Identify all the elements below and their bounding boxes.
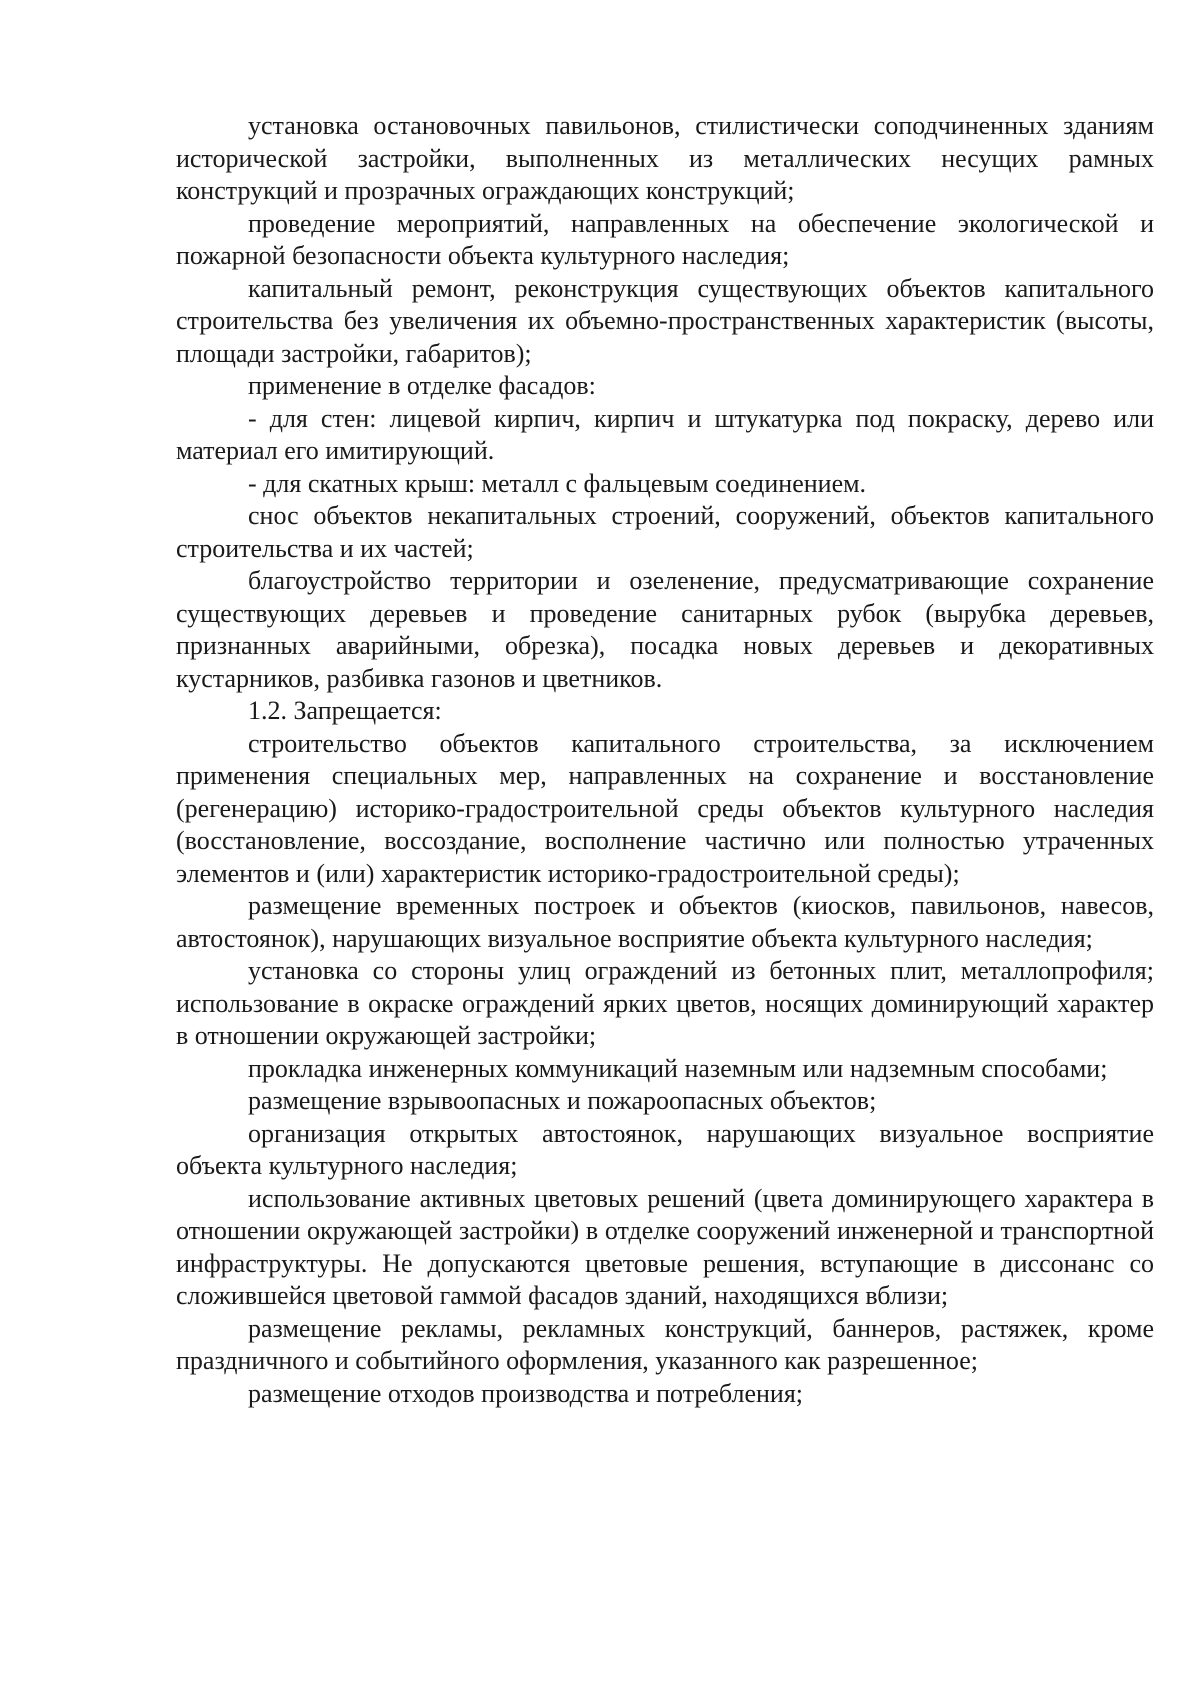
paragraph-waste: размещение отходов производства и потребления; (248, 1378, 804, 1408)
paragraph-capital-repair: капитальный ремонт, реконструкция существующих объектов капитального строительства без увеличения их объемно-пространственных характеристик (высоты, площади застройки, габаритов); (176, 273, 1154, 368)
paragraph-bus-pavilions: установка остановочных павильонов, стилистически соподчиненных зданиям исторической застройки, выполненных из металлических несущих рамных конструкций и прозрачных ограждающих конструкций; (176, 111, 1154, 205)
paragraph-fences: установка со стороны улиц ограждений из бетонных плит, металлопрофиля; использование в окраске ограждений ярких цветов, носящих доминирующий характер в отношении окружающей застройки; (176, 956, 1154, 1050)
section-heading-prohibited: 1.2. Запрещается: (248, 696, 442, 725)
paragraph-demolition: снос объектов некапитальных строений, сооружений, объектов капитального строительства и их частей; (176, 501, 1154, 563)
paragraph-utilities: прокладка инженерных коммуникаций наземным или надземным способами; (248, 1053, 1108, 1083)
paragraph-construction-ban: строительство объектов капитального строительства, за исключением применения специальных мер, направленных на сохранение и восстановление (регенерацию) историко-градостроительной среды объектов культурного наследия (восстановление, воссоздание, восполнение частично или полностью утраченных элементов и (или) характеристик историко-градостроительной среды); (176, 728, 1154, 888)
paragraph-landscaping: благоустройство территории и озеленение, предусматривающие сохранение существующих деревьев и проведение санитарных рубок (вырубка деревьев, признанных аварийными, обрезка), посадка новых деревьев и декоративных кустарников, разбивка газонов и цветников. (176, 566, 1154, 693)
paragraph-temporary-buildings: размещение временных построек и объектов (киосков, павильонов, навесов, автостоянок), нарушающих визуальное восприятие объекта культурного наследия; (176, 891, 1154, 953)
paragraph-safety-measures: проведение мероприятий, направленных на обеспечение экологической и пожарной безопасности объекта культурного наследия; (176, 208, 1154, 270)
paragraph-open-parking: организация открытых автостоянок, нарушающих визуальное восприятие объекта культурного наследия; (176, 1118, 1154, 1180)
paragraph-walls: - для стен: лицевой кирпич, кирпич и штукатурка под покраску, дерево или материал его имитирующий. (176, 403, 1154, 465)
document-page (176, 110, 1154, 1410)
paragraph-color-solutions: использование активных цветовых решений (цвета доминирующего характера в отношении окружающей застройки) в отделке сооружений инженерной и транспортной инфраструктуры. Не допускаются цветовые решения, вступающие в диссонанс со сложившейся цветовой гаммой фасадов зданий, находящихся вблизи; (176, 1183, 1154, 1310)
paragraph-advertising: размещение рекламы, рекламных конструкций, баннеров, растяжек, кроме праздничного и событийного оформления, указанного как разрешенное; (176, 1313, 1154, 1375)
paragraph-hazardous-objects: размещение взрывоопасных и пожароопасных объектов; (248, 1086, 877, 1115)
paragraph-facade-finishing: применение в отделке фасадов: (248, 371, 596, 400)
paragraph-roofs: - для скатных крыш: металл с фальцевым соединением. (248, 468, 867, 498)
